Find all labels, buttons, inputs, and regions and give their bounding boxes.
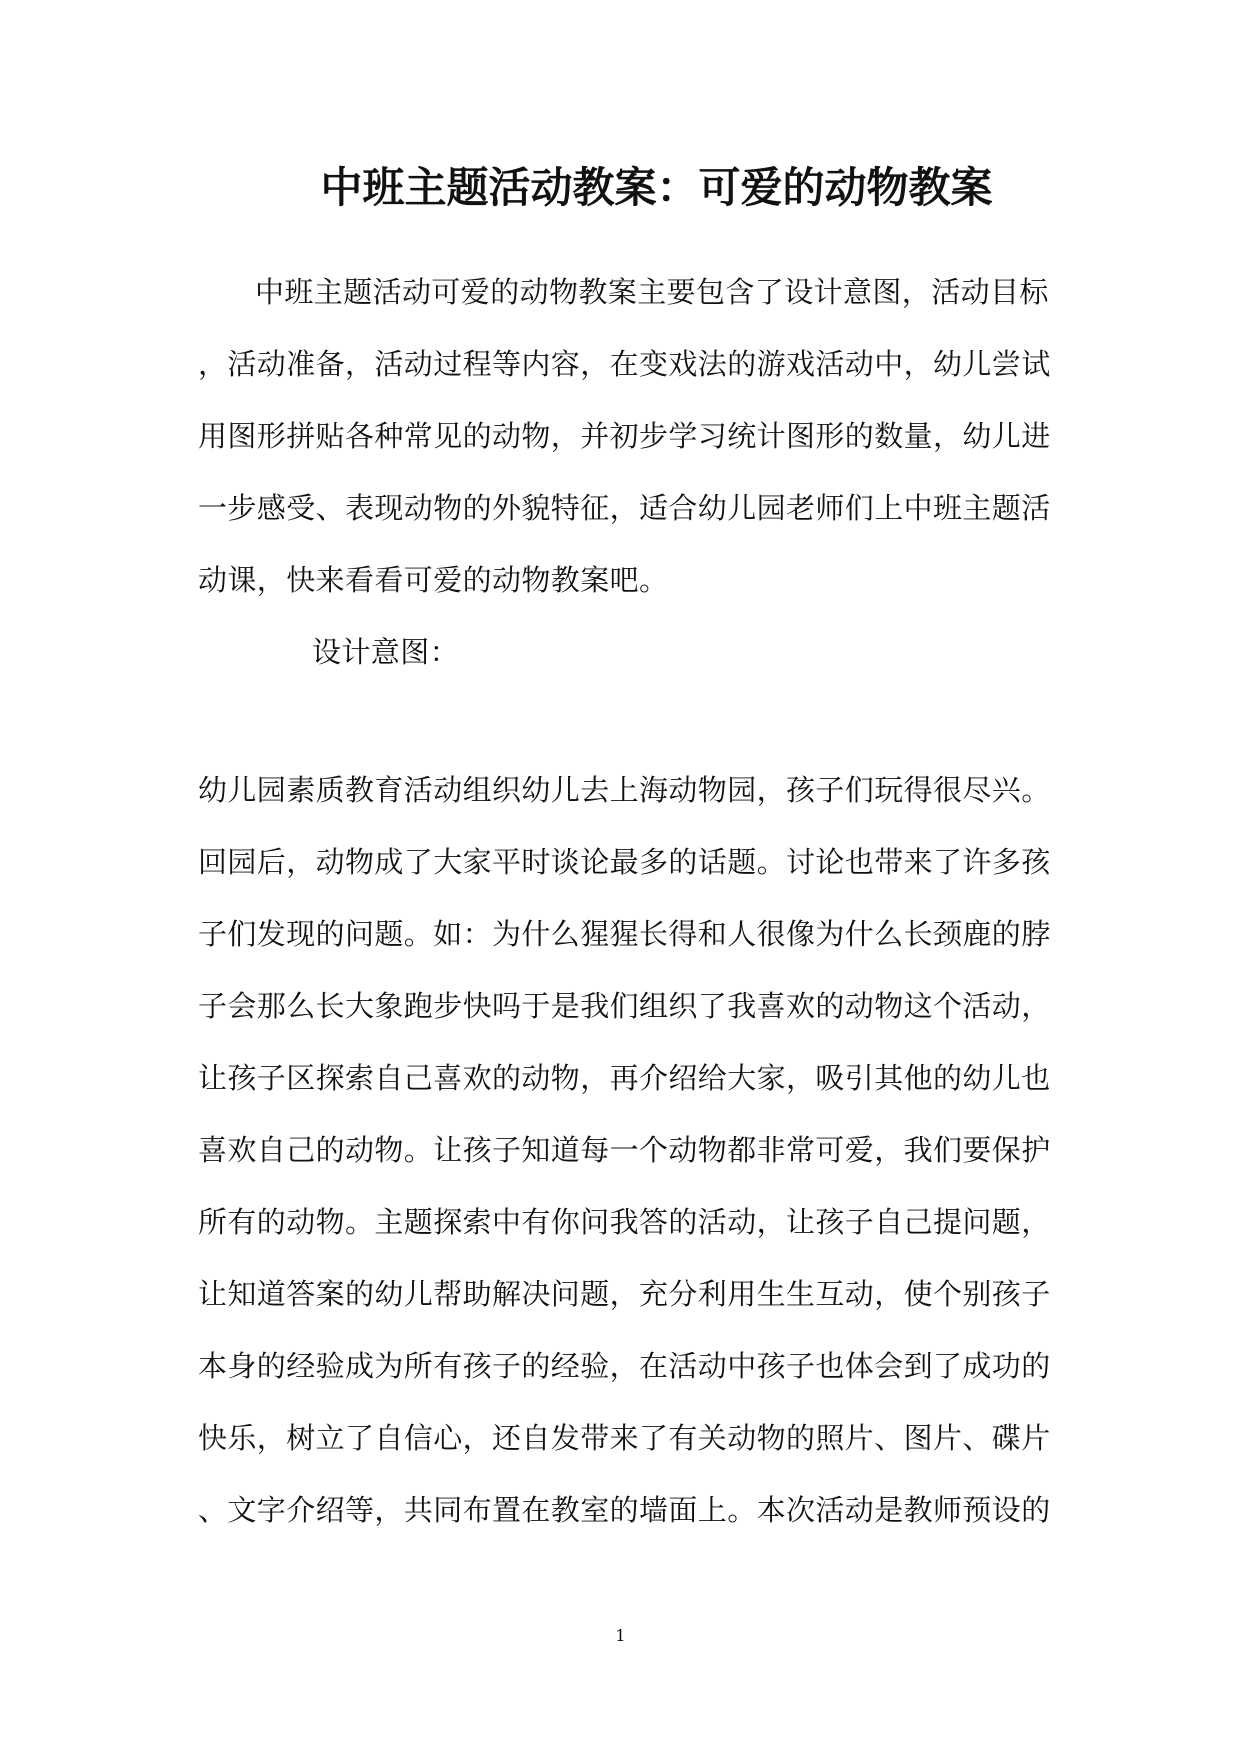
body-line: 让知道答案的幼儿帮助解决问题，充分利用生生互动，使个别孩子 <box>198 1277 1051 1311</box>
intro-line: ，活动准备，活动过程等内容，在变戏法的游戏活动中，幼儿尝试 <box>198 347 1051 381</box>
body-line: 喜欢自己的动物。让孩子知道每一个动物都非常可爱，我们要保护 <box>198 1133 1051 1167</box>
intro-line: 一步感受、表现动物的外貌特征，适合幼儿园老师们上中班主题活 <box>198 491 1051 525</box>
page-number: 1 <box>615 1626 626 1645</box>
body-line: 快乐，树立了自信心，还自发带来了有关动物的照片、图片、碟片 <box>198 1421 1051 1455</box>
intro-line: 动课，快来看看可爱的动物教案吧。 <box>198 563 669 597</box>
intro-line: 用图形拼贴各种常见的动物，并初步学习统计图形的数量，幼儿进 <box>198 419 1051 453</box>
body-line: 本身的经验成为所有孩子的经验，在活动中孩子也体会到了成功的 <box>198 1349 1051 1383</box>
intro-line: 中班主题活动可爱的动物教案主要包含了设计意图，活动目标 <box>255 275 1049 309</box>
document-title: 中班主题活动教案：可爱的动物教案 <box>320 163 993 212</box>
section-heading: 设计意图： <box>312 635 460 669</box>
body-line: 子会那么长大象跑步快吗于是我们组织了我喜欢的动物这个活动， <box>198 989 1051 1023</box>
body-line: 子们发现的问题。如：为什么猩猩长得和人很像为什么长颈鹿的脖 <box>198 917 1051 951</box>
body-line: 幼儿园素质教育活动组织幼儿去上海动物园，孩子们玩得很尽兴。 <box>198 773 1051 807</box>
body-line: 、文字介绍等，共同布置在教室的墙面上。本次活动是教师预设的 <box>198 1493 1051 1527</box>
body-line: 所有的动物。主题探索中有你问我答的活动，让孩子自己提问题， <box>198 1205 1051 1239</box>
body-line: 回园后，动物成了大家平时谈论最多的话题。讨论也带来了许多孩 <box>198 845 1051 879</box>
body-line: 让孩子区探索自己喜欢的动物，再介绍给大家，吸引其他的幼儿也 <box>198 1061 1051 1095</box>
